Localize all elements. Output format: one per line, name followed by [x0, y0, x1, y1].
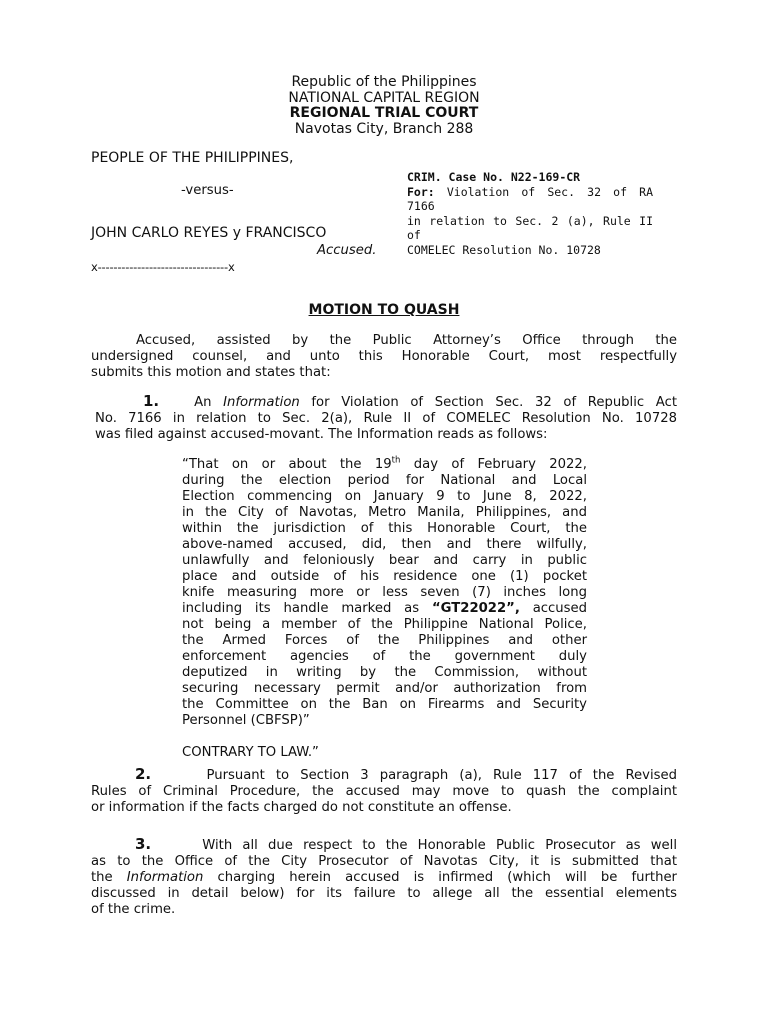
case-number: CRIM. Case No. N22-169-CR	[407, 170, 581, 184]
quote-line10	[182, 601, 587, 617]
p2-line3: or information if the facts charged do not constitute an offense.	[91, 800, 512, 815]
p3-text1: With all due respect to the Honorable Public Prosecutor as well	[202, 838, 677, 853]
contrary-to-law: CONTRARY TO LAW.”	[182, 745, 319, 760]
p3-line1	[91, 836, 677, 854]
accused-label: Accused.	[317, 243, 377, 258]
case-for-line3: COMELEC Resolution No. 10728	[407, 242, 601, 257]
p3-line5: of the crime.	[91, 902, 176, 917]
intro-line3: submits this motion and states that:	[91, 365, 331, 380]
court-header	[0, 75, 768, 137]
intro-paragraph	[91, 333, 677, 381]
quote-line14: deputized in writing by the Commission, without	[182, 665, 587, 680]
document-title: MOTION TO QUASH	[308, 302, 460, 318]
p1-text-rest: for Violation of Section Sec. 32 of Republic Act	[299, 395, 677, 410]
p3-information-italic: Information	[126, 870, 204, 885]
plaintiff-name	[91, 151, 293, 167]
paragraph-3	[91, 836, 677, 918]
accused-name: JOHN CARLO REYES y FRANCISCO	[91, 225, 327, 241]
quote-l1-sup: th	[391, 455, 401, 466]
case-for-line1	[407, 185, 653, 214]
intro-line1: Accused, assisted by the Public Attorney’s Office through the	[136, 333, 677, 348]
quote-marking-bold: “GT22022”,	[432, 601, 520, 616]
p1-information-italic: Information	[223, 395, 300, 410]
quote-line6: above-named accused, did, then and there wilfully,	[182, 537, 587, 552]
p1-line1	[95, 393, 677, 411]
quote-line3: Election commencing on January 9 to June 8, 2022,	[182, 489, 587, 504]
quote-line5: within the jurisdiction of this Honorable Court, the	[182, 521, 587, 536]
p3-line4: discussed in detail below) for its failure to allege all the essential elements	[91, 886, 677, 901]
quote-line2: during the election period for National and Local	[182, 473, 587, 488]
p1-number: 1.	[143, 392, 160, 410]
case-for-line2: in relation to Sec. 2 (a), Rule II of	[407, 213, 653, 242]
header-court: REGIONAL TRIAL COURT	[289, 105, 479, 121]
paragraph-1	[95, 393, 677, 443]
quote-line13: enforcement agencies of the government duly	[182, 649, 587, 664]
caption-divider: x---------------------------------x	[91, 260, 235, 274]
paragraph-2	[91, 766, 677, 816]
for-text1: Violation of Sec. 32 of RA 7166	[407, 184, 653, 213]
intro-line2: undersigned counsel, and unto this Honorable Court, most respectfully	[91, 349, 677, 364]
p2-line1	[91, 766, 677, 784]
quote-line11: not being a member of the Philippine National Police,	[182, 617, 587, 632]
quote-line1	[182, 457, 587, 473]
p3-l3b: charging herein accused is infirmed (which will be further	[203, 870, 677, 885]
quote-l10a: including its handle marked as	[182, 601, 433, 616]
quote-line16: the Committee on the Ban on Firearms and Security	[182, 697, 587, 712]
p3-line2: as to the Office of the City Prosecutor of Navotas City, it is submitted that	[91, 854, 677, 869]
quote-line12: the Armed Forces of the Philippines and other	[182, 633, 587, 648]
plaintiff-label: PEOPLE OF THE PHILIPPINES	[91, 150, 289, 166]
quote-line4: in the City of Navotas, Metro Manila, Philippines, and	[182, 505, 587, 520]
header-republic: Republic of the Philippines	[291, 74, 477, 90]
quote-line15: securing necessary permit and/or authorization from	[182, 681, 587, 696]
quote-line8: place and outside of his residence one (1) pocket	[182, 569, 587, 584]
quote-line9: knife measuring more or less seven (7) inches long	[182, 585, 587, 600]
p1-line3: was filed against accused-movant. The Information reads as follows:	[95, 427, 548, 442]
header-region: NATIONAL CAPITAL REGION	[288, 89, 480, 106]
p3-number: 3.	[135, 835, 152, 853]
p2-number: 2.	[135, 765, 152, 783]
quote-line17: Personnel (CBFSP)”	[182, 713, 310, 728]
quote-l10c: accused	[519, 601, 587, 616]
p3-l3a: the	[91, 870, 127, 885]
quote-l1a: “That on or about the 19	[182, 457, 392, 472]
quote-l1b: day of February 2022,	[400, 457, 587, 472]
quoted-information	[182, 457, 587, 761]
plaintiff-comma: ,	[289, 150, 294, 166]
p1-line2: No. 7166 in relation to Sec. 2(a), Rule II of COMELEC Resolution No. 10728	[95, 411, 677, 426]
for-label: For:	[407, 184, 435, 199]
header-branch: Navotas City, Branch 288	[294, 120, 474, 137]
case-block	[407, 170, 653, 257]
p2-line2: Rules of Criminal Procedure, the accused may move to quash the complaint	[91, 784, 677, 799]
p1-text-a: An	[194, 395, 224, 410]
quote-line7: unlawfully and feloniously bear and carry in public	[182, 553, 587, 568]
versus-label: -versus-	[181, 183, 234, 198]
p3-line3	[91, 870, 677, 886]
p2-text1: Pursuant to Section 3 paragraph (a), Rule 117 of the Revised	[206, 768, 677, 783]
